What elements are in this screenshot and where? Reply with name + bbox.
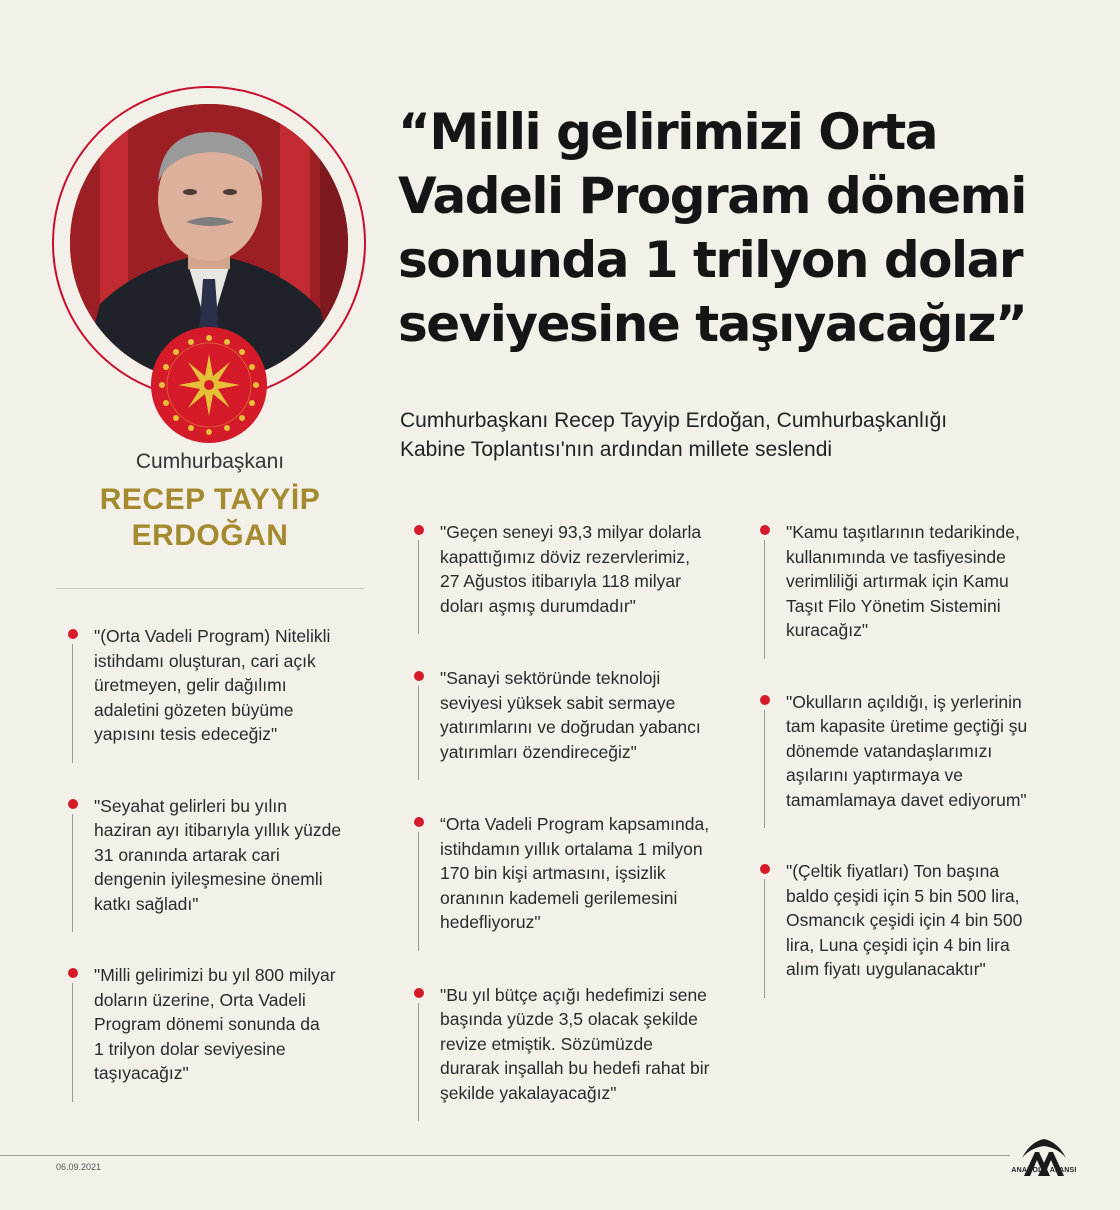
bullet-line xyxy=(764,879,765,998)
quote-line: "(Orta Vadeli Program) Nitelikli xyxy=(94,626,331,646)
presidential-seal-icon xyxy=(150,326,268,444)
quote-line: tam kapasite üretime geçtiği şu xyxy=(786,716,1028,736)
quote-line: "Kamu taşıtlarının tedarikinde, xyxy=(786,522,1020,542)
bullet-line xyxy=(72,644,73,763)
bullet-dot-icon xyxy=(414,988,424,998)
quote-line: haziran ayı itibarıyla yıllık yüzde xyxy=(94,820,342,840)
quote-line: yatırımlarını ve doğrudan yabancı xyxy=(440,717,701,737)
quote-item xyxy=(68,624,378,747)
quotes-left-column xyxy=(68,624,378,1133)
subtitle-line: Kabine Toplantısı'nın ardından millete seslendi xyxy=(400,438,833,461)
quote-line: 170 bin kişi artmasını, işsizlik xyxy=(440,863,666,883)
quote-text xyxy=(94,963,378,1086)
quote-line: hedefliyoruz" xyxy=(440,912,541,932)
quote-line: verimliliği artırmak için Kamu xyxy=(786,571,1009,591)
bullet-dot-icon xyxy=(414,525,424,535)
quote-item xyxy=(760,859,1100,982)
bullet-dot-icon xyxy=(760,864,770,874)
quote-line: "(Çeltik fiyatları) Ton başına xyxy=(786,861,1000,881)
agency-name: ANADOLU AJANSI xyxy=(1011,1167,1077,1174)
profile-name-line1: RECEP TAYYİP xyxy=(99,483,321,516)
bullet-dot-icon xyxy=(414,671,424,681)
quote-line: dengenin iyileşmesine önemli xyxy=(94,869,323,889)
publish-date: 06.09.2021 xyxy=(56,1162,102,1172)
bullet-line xyxy=(418,832,419,951)
quote-line: 27 Ağustos itibarıyla 118 milyar xyxy=(440,571,681,591)
quote-line: "Seyahat gelirleri bu yılın xyxy=(94,795,287,816)
profile-role: Cumhurbaşkanı xyxy=(135,450,285,473)
quote-line: tamamlamaya davet ediyorum" xyxy=(786,789,1027,810)
quote-line: aşılarını yaptırmaya ve xyxy=(786,765,964,785)
bullet-dot-icon xyxy=(68,629,78,639)
quote-item xyxy=(68,794,378,917)
quote-line: doların üzerine, Orta Vadeli xyxy=(94,989,306,1010)
footer-divider xyxy=(0,1155,1010,1156)
quote-line: oranının kademeli gerilemesini xyxy=(440,887,678,908)
quote-line: durarak inşallah bu hedefi rahat bir xyxy=(440,1058,710,1078)
quote-line: revize etmiştik. Sözümüzde xyxy=(440,1033,653,1054)
bullet-line xyxy=(764,710,765,829)
bullet-line xyxy=(418,686,419,780)
profile-name xyxy=(60,482,360,554)
quote-line: "Bu yıl bütçe açığı hedefimizi sene xyxy=(440,984,707,1005)
headline-line: seviyesine taşıyacağız” xyxy=(398,295,1027,353)
quote-item xyxy=(760,520,1100,643)
quote-line: yatırımları özendireceğiz" xyxy=(440,741,637,762)
bullet-line xyxy=(418,540,419,634)
quote-line: istihdamı oluşturan, cari açık xyxy=(94,650,316,671)
quote-line: Program dönemi sonunda da xyxy=(94,1014,320,1034)
quote-line: istihdamın yıllık ortalama 1 milyon xyxy=(440,838,703,859)
quote-line: Taşıt Filo Yönetim Sistemini xyxy=(786,595,1001,616)
bullet-dot-icon xyxy=(68,968,78,978)
quote-item xyxy=(414,520,754,618)
quote-text xyxy=(440,983,754,1106)
bullet-dot-icon xyxy=(760,695,770,705)
quote-line: "Geçen seneyi 93,3 milyar dolarla xyxy=(440,522,702,542)
quotes-right-column xyxy=(760,520,1100,1029)
bullet-dot-icon xyxy=(760,525,770,535)
quote-line: katkı sağladı" xyxy=(94,893,199,914)
quote-line: "Sanayi sektöründe teknoloji xyxy=(440,668,661,688)
bullet-line xyxy=(72,983,73,1102)
quotes-middle-column xyxy=(414,520,754,1153)
quote-line: seviyesi yüksek sabit sermaye xyxy=(440,692,676,713)
quote-item xyxy=(760,690,1100,813)
quote-line: "Milli gelirimizi bu yıl 800 milyar xyxy=(94,965,336,985)
quote-text xyxy=(94,624,378,747)
quote-item xyxy=(414,666,754,764)
quote-text xyxy=(786,859,1100,982)
quote-line: başında yüzde 3,5 olacak şekilde xyxy=(440,1009,698,1029)
profile-name-line2: ERDOĞAN xyxy=(131,519,289,552)
quote-text xyxy=(440,520,754,618)
quote-line: taşıyacağız" xyxy=(94,1063,189,1083)
bullet-line xyxy=(764,540,765,659)
headline-line: sonunda 1 trilyon dolar xyxy=(398,231,1022,289)
quote-line: kuracağız" xyxy=(786,620,869,640)
quote-line: dönemde vatandaşlarımızı xyxy=(786,740,993,761)
quote-item xyxy=(68,963,378,1086)
quote-line: alım fiyatı uygulanacaktır" xyxy=(786,959,986,979)
headline xyxy=(398,100,1098,356)
quote-line: 1 trilyon dolar seviyesine xyxy=(94,1038,286,1059)
quote-item xyxy=(414,983,754,1106)
quote-line: yapısını tesis edeceğiz" xyxy=(94,724,278,744)
bullet-dot-icon xyxy=(414,817,424,827)
quote-text xyxy=(786,690,1100,813)
quote-line: lira, Luna çeşidi için 4 bin lira xyxy=(786,934,1010,955)
subtitle xyxy=(400,406,1100,464)
quote-item xyxy=(414,812,754,935)
quote-line: kullanımında ve tasfiyesinde xyxy=(786,546,1006,567)
bullet-line xyxy=(418,1003,419,1122)
quote-line: kapattığımız döviz rezervlerimiz, xyxy=(440,546,690,567)
quote-line: üretmeyen, gelir dağılımı xyxy=(94,675,287,695)
quote-text xyxy=(94,794,378,917)
quote-text xyxy=(786,520,1100,643)
quote-line: "Okulların açıldığı, iş yerlerinin xyxy=(786,691,1022,712)
headline-line: “Milli gelirimizi Orta xyxy=(398,103,938,161)
profile-divider xyxy=(56,588,364,589)
quote-line: doları aşmış durumdadır" xyxy=(440,595,636,616)
quote-text xyxy=(440,812,754,935)
quote-line: baldo çeşidi için 5 bin 500 lira, xyxy=(786,885,1020,906)
quote-line: Osmancık çeşidi için 4 bin 500 xyxy=(786,910,1023,930)
bullet-line xyxy=(72,814,73,933)
quote-text xyxy=(440,666,754,764)
quote-line: adaletini gözeten büyüme xyxy=(94,699,294,720)
quote-line: 31 oranında artarak cari xyxy=(94,844,280,865)
headline-line: Vadeli Program dönemi xyxy=(398,167,1026,225)
quote-line: şekilde yakalayacağız" xyxy=(440,1082,617,1103)
bullet-dot-icon xyxy=(68,799,78,809)
subtitle-line: Cumhurbaşkanı Recep Tayyip Erdoğan, Cumhurbaşkanlığı xyxy=(400,409,948,432)
quote-line: “Orta Vadeli Program kapsamında, xyxy=(440,814,710,834)
